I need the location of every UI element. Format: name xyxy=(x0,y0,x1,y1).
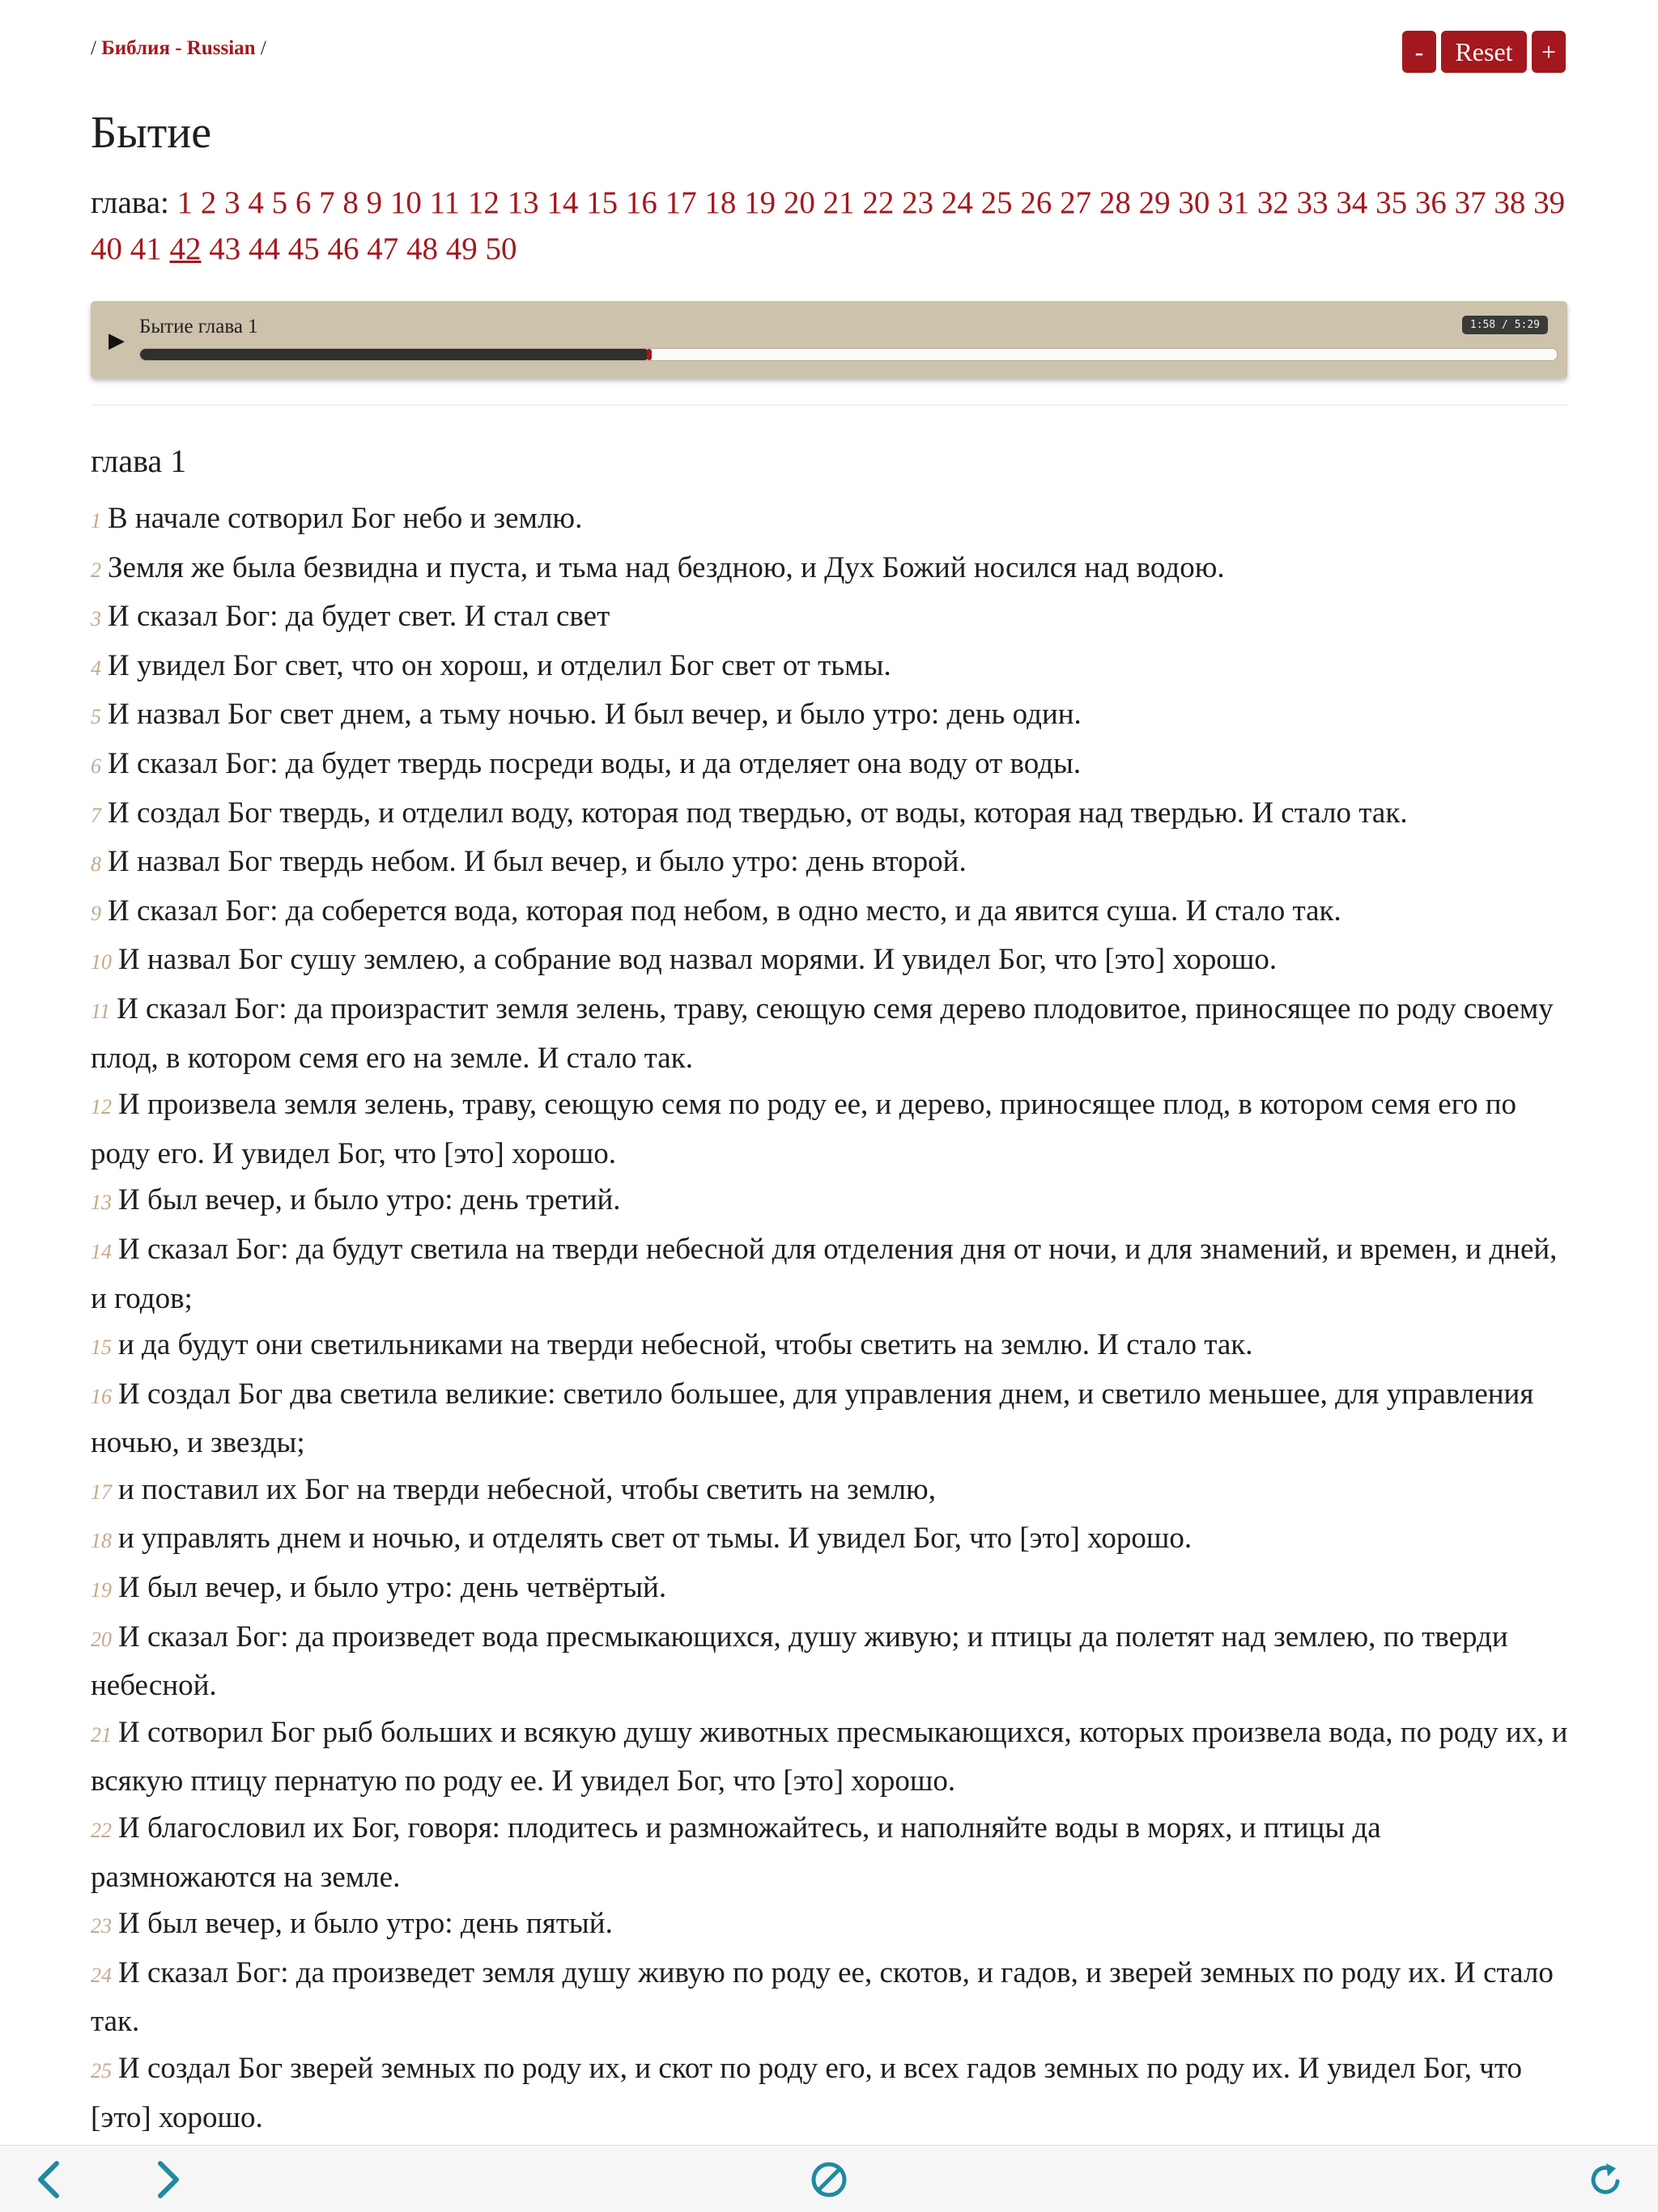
reload-icon[interactable] xyxy=(1587,2160,1626,2199)
verse-number: 20 xyxy=(91,1627,112,1651)
verse-text: И создал Бог твердь, и отделил воду, которая под твердью, от воды, которая над твердью. И стало так. xyxy=(108,796,1408,830)
audio-progress-track[interactable] xyxy=(139,348,1558,361)
chapter-link[interactable]: 19 xyxy=(744,185,776,220)
chapter-link[interactable]: 14 xyxy=(546,185,579,220)
verse-text: И назвал Бог свет днем, а тьму ночью. И был вечер, и было утро: день один. xyxy=(108,698,1082,732)
verse xyxy=(91,643,1572,692)
chapter-link[interactable]: 18 xyxy=(704,185,737,220)
verse-number: 1 xyxy=(91,509,101,533)
chapter-link[interactable]: 27 xyxy=(1060,185,1092,220)
chapter-link[interactable]: 50 xyxy=(485,231,517,266)
verse-text: И сказал Бог: да будет твердь посреди воды, и да отделяет она воду от воды. xyxy=(108,746,1082,780)
chapter-link[interactable]: 44 xyxy=(249,231,280,266)
verse xyxy=(91,1565,1572,1614)
chapter-link[interactable]: 45 xyxy=(287,231,320,266)
verse xyxy=(91,593,1572,643)
chapter-link[interactable]: 46 xyxy=(327,231,359,266)
chapter-link[interactable]: 13 xyxy=(507,185,539,220)
chapter-link[interactable]: 22 xyxy=(862,185,895,220)
verse-number: 21 xyxy=(91,1722,112,1747)
verse-text: И был вечер, и было утро: день четвёртый. xyxy=(118,1571,667,1605)
chapter-link[interactable]: 32 xyxy=(1256,185,1289,220)
chapter-link[interactable]: 48 xyxy=(406,231,438,266)
chapter-link[interactable]: 20 xyxy=(783,185,815,220)
verse-number: 17 xyxy=(91,1480,112,1504)
verse-text: И увидел Бог свет, что он хорош, и отделил Бог свет от тьмы. xyxy=(108,648,891,682)
audio-time: 1:58 / 5:29 xyxy=(1462,316,1548,334)
verse-number: 6 xyxy=(91,754,101,778)
verse xyxy=(91,495,1572,545)
verse-text: И сказал Бог: да соберется вода, которая под небом, в одно место, и да явится суша. И стало так. xyxy=(108,894,1341,928)
book-title: Бытие xyxy=(91,108,212,158)
chapter-link[interactable]: 43 xyxy=(209,231,241,266)
verse xyxy=(91,741,1572,790)
verse-text: И сказал Бог: да произведет вода пресмыкающихся, душу живую; и птицы да полетят над землею, по тверди небесной. xyxy=(91,1620,1508,1703)
chapter-link[interactable]: 21 xyxy=(823,185,855,220)
verse-number: 14 xyxy=(91,1239,112,1263)
chevron-left-icon[interactable] xyxy=(32,2160,65,2199)
verse xyxy=(91,691,1572,741)
verse xyxy=(91,936,1572,986)
verse xyxy=(91,790,1572,839)
chapter-link[interactable]: 16 xyxy=(625,185,657,220)
chapter-link[interactable]: 5 xyxy=(271,185,288,220)
verse xyxy=(91,1709,1572,1805)
audio-title: Бытие глава 1 xyxy=(139,316,258,338)
chapter-link[interactable]: 15 xyxy=(586,185,619,220)
chapter-link[interactable]: 40 xyxy=(91,231,122,266)
verse xyxy=(91,1950,1572,2045)
verse xyxy=(91,986,1572,1081)
chapter-link[interactable]: 38 xyxy=(1494,185,1526,220)
verse-number: 15 xyxy=(91,1335,112,1360)
verse-text: И благословил их Бог, говоря: плодитесь и размножайтесь, и наполняйте воды в морях, и птицы да размножаются на земле. xyxy=(91,1811,1381,1894)
verse-text: И создал Бог зверей земных по роду их, и скот по роду его, и всех гадов земных по роду их. И увидел Бог, что [это] хорошо. xyxy=(91,2052,1522,2134)
chapter-link[interactable]: 9 xyxy=(366,185,383,220)
chapter-link[interactable]: 33 xyxy=(1296,185,1329,220)
verse xyxy=(91,1614,1572,1709)
chapter-link[interactable]: 17 xyxy=(665,185,697,220)
verse xyxy=(91,545,1572,594)
verse xyxy=(91,1515,1572,1565)
chapter-link[interactable]: 6 xyxy=(295,185,312,220)
verse-text: И сотворил Бог рыб больших и всякую душу животных пресмыкающихся, которых произвела вода, по роду их, и всякую птицу пернатую по роду ее. И увидел Бог, что [это] хорошо. xyxy=(91,1715,1568,1798)
verse-text: И сказал Бог: да произрастит земля зелень, траву, сеющую семя дерево плодовитое, приносящее по роду своему плод, в котором семя его на земле. И стало так. xyxy=(91,991,1554,1075)
chapter-link[interactable]: 37 xyxy=(1454,185,1486,220)
verse-text: И назвал Бог сушу землею, а собрание вод назвал морями. И увидел Бог, что [это] хорошо. xyxy=(118,943,1278,977)
breadcrumb-link-bible[interactable]: Библия - Russian xyxy=(101,37,256,59)
breadcrumb-separator: / xyxy=(91,37,96,59)
chapter-link[interactable]: 29 xyxy=(1138,185,1171,220)
verse-text: И сказал Бог: да будет свет. И стал свет xyxy=(108,600,610,634)
chapter-link[interactable]: 36 xyxy=(1414,185,1447,220)
verse-number: 11 xyxy=(91,999,111,1023)
chapter-link[interactable]: 35 xyxy=(1375,185,1408,220)
verse xyxy=(91,888,1572,937)
chapter-link[interactable]: 3 xyxy=(224,185,240,220)
verse xyxy=(91,1226,1572,1322)
chapter-link[interactable]: 41 xyxy=(130,231,162,266)
chapter-nav-label: глава: xyxy=(91,185,169,220)
verse-text: И был вечер, и было утро: день пятый. xyxy=(118,1907,613,1941)
chapter-link[interactable]: 25 xyxy=(980,185,1013,220)
verse-number: 16 xyxy=(91,1384,112,1408)
verse-number: 10 xyxy=(91,950,112,974)
zoom-out-button[interactable]: - xyxy=(1402,31,1436,73)
audio-player xyxy=(91,301,1567,379)
chapter-link[interactable]: 39 xyxy=(1533,185,1566,220)
chapter-link[interactable]: 2 xyxy=(200,185,217,220)
verse xyxy=(91,1177,1572,1226)
play-icon[interactable]: ▶ xyxy=(108,329,125,352)
verse-text: и управлять днем и ночью, и отделять свет от тьмы. И увидел Бог, что [это] хорошо. xyxy=(118,1522,1192,1556)
zoom-in-button[interactable]: + xyxy=(1532,31,1566,73)
chapter-link[interactable]: 42 xyxy=(169,231,202,266)
verse-text: И произвела земля зелень, траву, сеющую семя по роду ее, и дерево, приносящее плод, в котором семя его по роду его. И увидел Бог, что [это] хорошо. xyxy=(91,1088,1517,1170)
chapter-link[interactable]: 28 xyxy=(1099,185,1131,220)
verse-number: 4 xyxy=(91,656,101,680)
chapter-link[interactable]: 47 xyxy=(367,231,399,266)
verse xyxy=(91,1081,1572,1177)
verse-number: 23 xyxy=(91,1914,112,1938)
verse-text: И сказал Бог: да произведет земля душу живую по роду ее, скотов, и гадов, и зверей земных по роду их. И стало так. xyxy=(91,1955,1554,2039)
chapter-link[interactable]: 49 xyxy=(445,231,478,266)
verse-number: 25 xyxy=(91,2059,112,2083)
verse-number: 7 xyxy=(91,803,101,827)
verse xyxy=(91,1371,1572,1467)
chapter-link[interactable]: 1 xyxy=(176,185,193,220)
audio-progress-fill xyxy=(140,349,650,360)
verse-number: 5 xyxy=(91,705,101,729)
chapter-heading: глава 1 xyxy=(91,443,187,479)
verse-number: 2 xyxy=(91,558,101,582)
verse-text: Земля же была безвидна и пуста, и тьма над бездною, и Дух Божий носился над водою. xyxy=(108,550,1225,584)
stop-icon[interactable] xyxy=(810,2160,848,2199)
verse-number: 13 xyxy=(91,1191,112,1215)
chapter-link[interactable]: 12 xyxy=(467,185,500,220)
audio-progress-handle[interactable] xyxy=(647,349,652,360)
verse xyxy=(91,1900,1572,1950)
chapter-link[interactable]: 8 xyxy=(342,185,359,220)
chapter-link[interactable]: 26 xyxy=(1020,185,1052,220)
verse-number: 8 xyxy=(91,852,101,877)
verse-number: 19 xyxy=(91,1578,112,1603)
verse-text: И создал Бог два светила великие: светило большее, для управления днем, и светило меньшее, для управления ночью, и звезды; xyxy=(91,1377,1534,1460)
verse-number: 18 xyxy=(91,1529,112,1553)
chapter-link[interactable]: 11 xyxy=(429,185,461,220)
verse xyxy=(91,1467,1572,1516)
verse-number: 3 xyxy=(91,607,101,631)
verse-number: 12 xyxy=(91,1095,112,1119)
verse-number: 24 xyxy=(91,1963,112,1987)
chevron-right-icon[interactable] xyxy=(152,2160,185,2199)
verse-text: И сказал Бог: да будут светила на тверди небесной для отделения дня от ночи, и для знамений, и времен, и дней, и годов; xyxy=(91,1232,1558,1315)
zoom-controls xyxy=(1402,31,1566,73)
verse xyxy=(91,2045,1572,2141)
zoom-reset-button[interactable]: Reset xyxy=(1441,31,1527,73)
verse xyxy=(91,839,1572,888)
chapter-link[interactable]: 23 xyxy=(902,185,934,220)
chapter-link[interactable]: 4 xyxy=(248,185,264,220)
verse-text: И назвал Бог твердь небом. И был вечер, и было утро: день второй. xyxy=(108,845,967,879)
chapter-link[interactable]: 7 xyxy=(319,185,335,220)
browser-bottom-bar xyxy=(0,2145,1658,2212)
chapter-link[interactable]: 10 xyxy=(389,185,422,220)
verse-text: и да будут они светильниками на тверди небесной, чтобы светить на землю. И стало так. xyxy=(118,1328,1253,1362)
chapter-link[interactable]: 31 xyxy=(1218,185,1250,220)
verse-number: 9 xyxy=(91,901,101,925)
chapter-link[interactable]: 24 xyxy=(941,185,973,220)
verse-number: 22 xyxy=(91,1819,112,1843)
chapter-link[interactable]: 34 xyxy=(1336,185,1368,220)
breadcrumb-separator: / xyxy=(260,37,266,59)
verse xyxy=(91,1805,1572,1900)
verse-text: В начале сотворил Бог небо и землю. xyxy=(108,502,583,535)
breadcrumb xyxy=(91,37,266,60)
chapter-link[interactable]: 30 xyxy=(1178,185,1210,220)
verse-list xyxy=(91,495,1572,2190)
verse-text: и поставил их Бог на тверди небесной, чтобы светить на землю, xyxy=(118,1472,936,1506)
chapter-nav xyxy=(91,180,1572,272)
verse-text: И был вечер, и было утро: день третий. xyxy=(118,1183,621,1217)
verse xyxy=(91,1322,1572,1371)
